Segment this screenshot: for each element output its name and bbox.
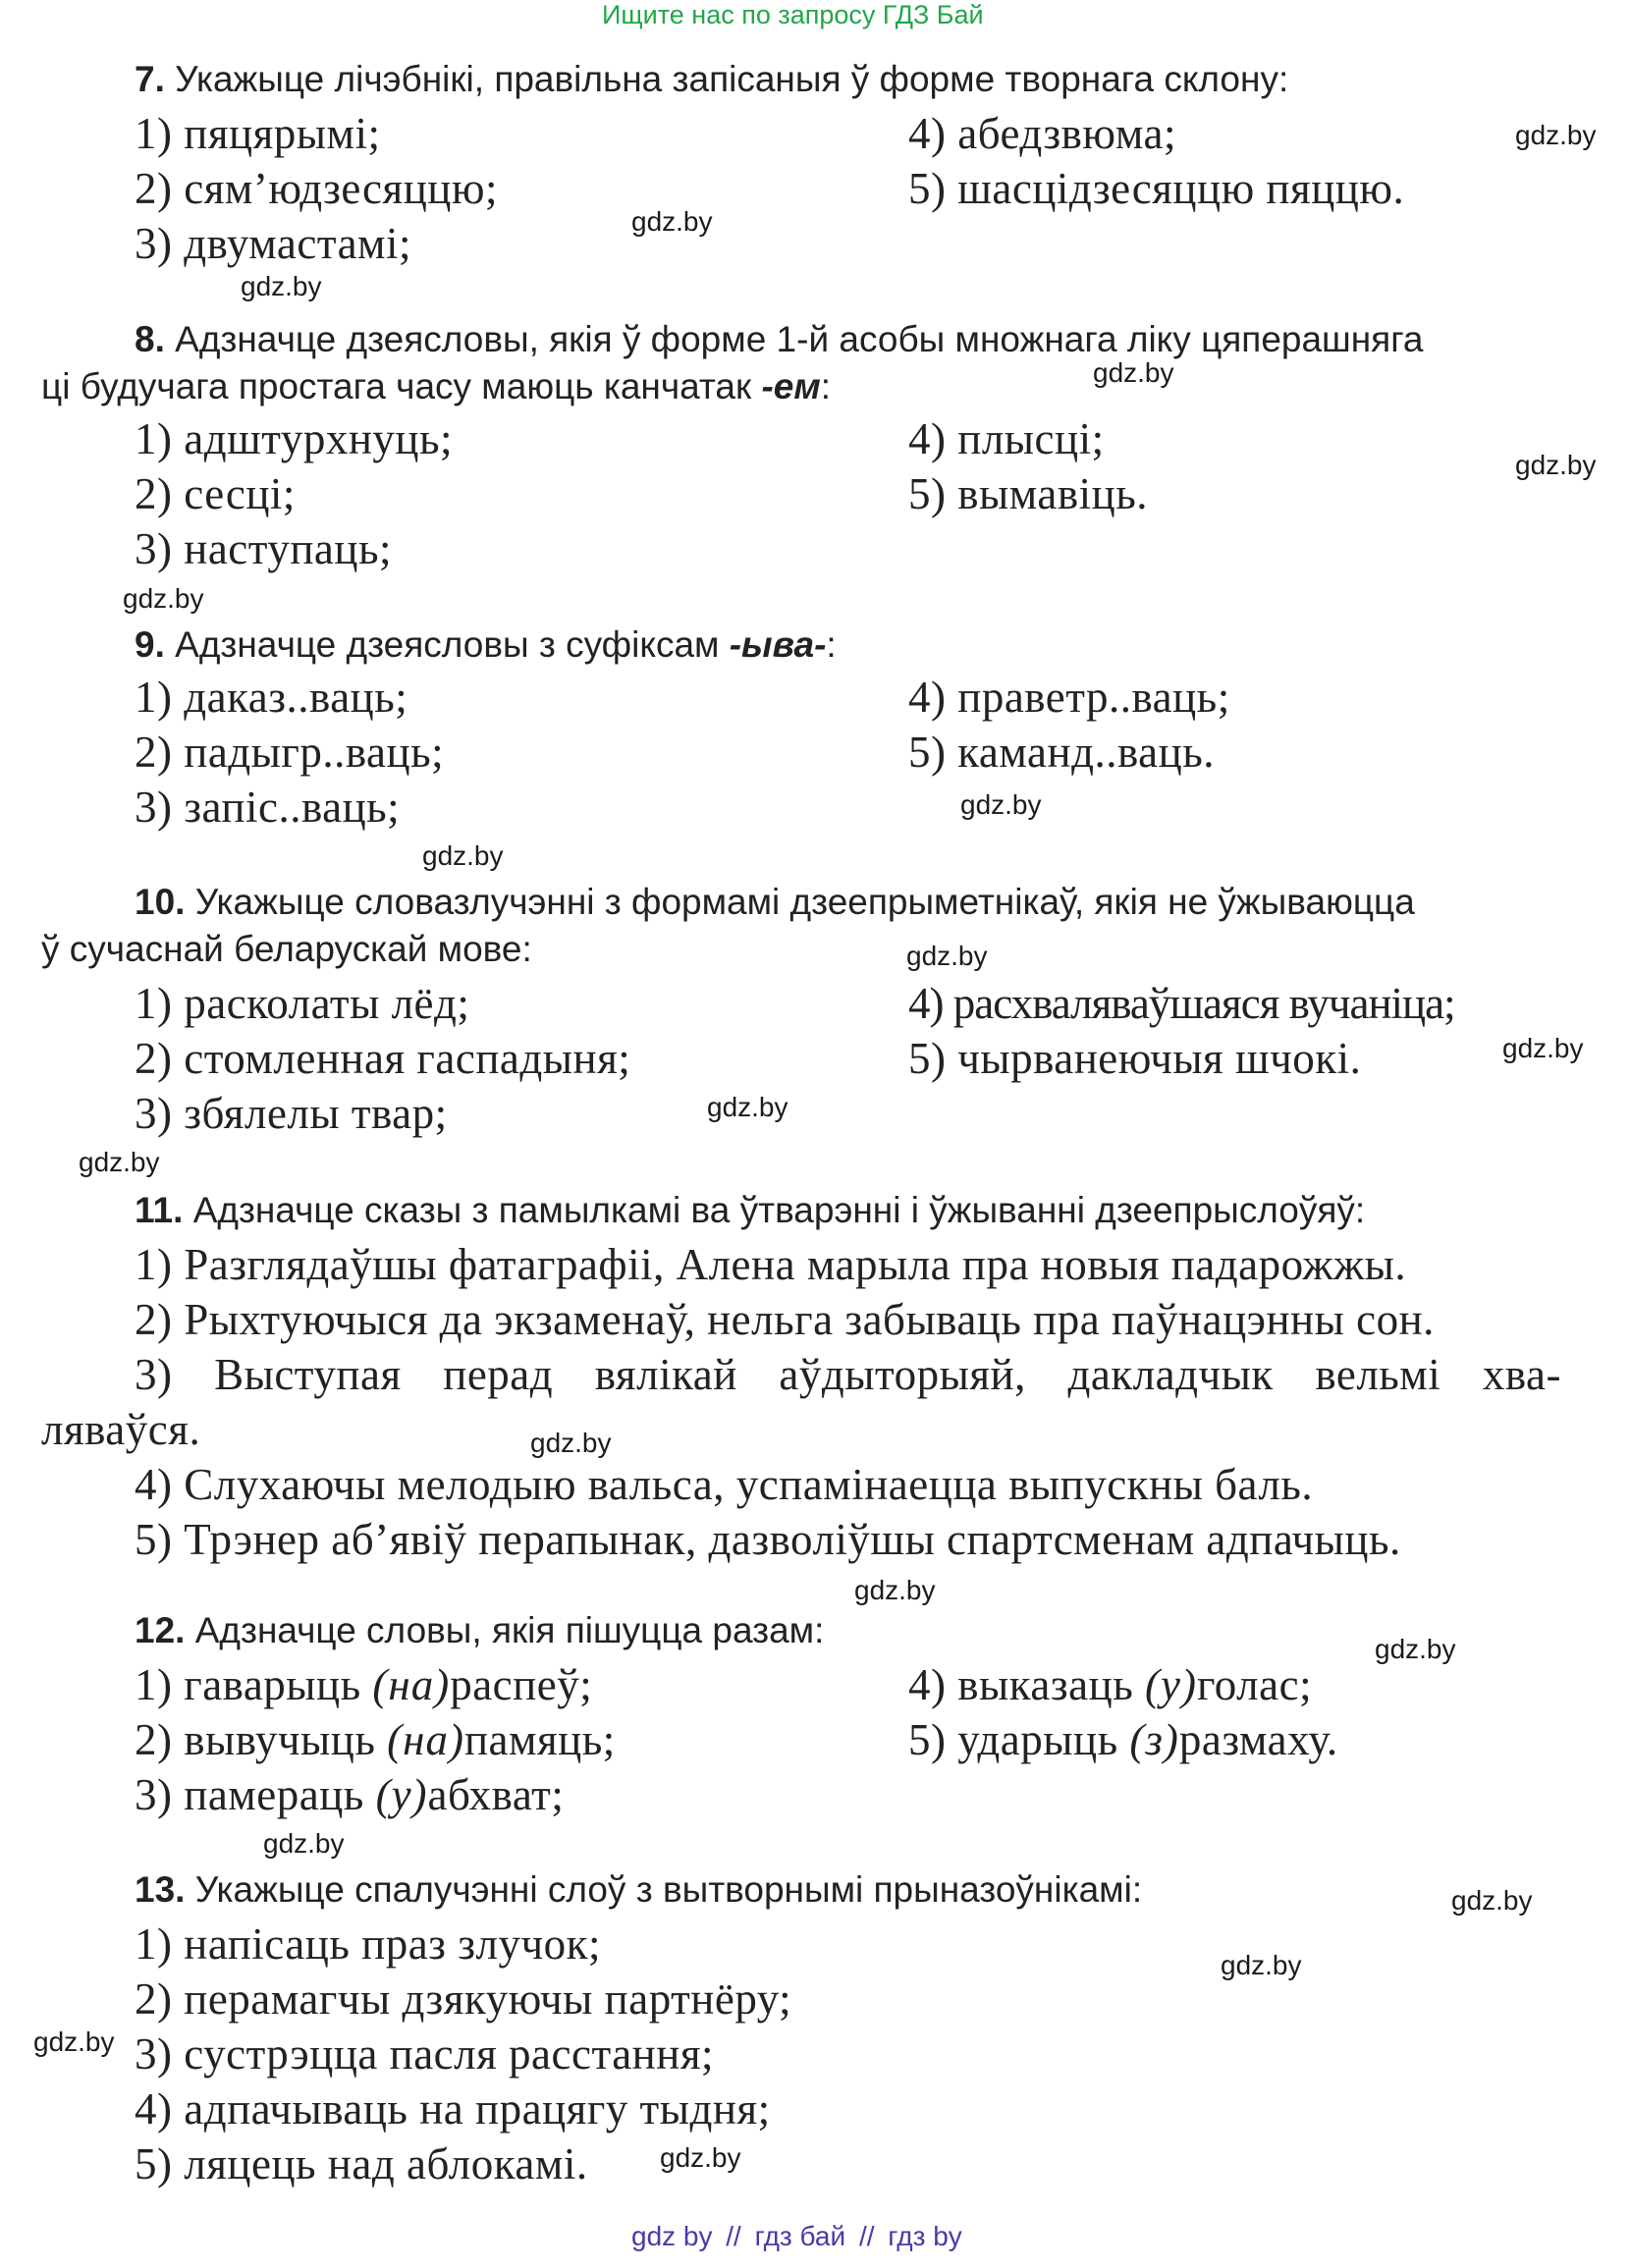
- q7-option-3: 3) двумастамі;: [135, 219, 412, 268]
- q7-option-1: 1) пяцярымі;: [135, 109, 381, 158]
- question-7-text: Укажыце лічэбнікі, правільна запісаныя ў форме творнага склону:: [175, 59, 1289, 99]
- q8-option-2: 2) сесці;: [135, 469, 296, 518]
- watermark: gdz.by: [1375, 1634, 1456, 1664]
- question-8-prompt-line2: [41, 366, 831, 407]
- q12-option-1: 1) гаварыць (на)распеў;: [135, 1660, 593, 1709]
- q11-option-3: 3) Выступая перад вялікай аўдыторыяй, дакладчык вельмі хва-: [135, 1350, 1561, 1399]
- watermark: gdz.by: [263, 1828, 345, 1859]
- q12-option-5: 5) ударыць (з)размаху.: [908, 1715, 1338, 1764]
- question-9-text: Адзначце дзеясловы з суфіксам: [175, 624, 730, 665]
- q9-option-4: 4) праветр..ваць;: [908, 673, 1230, 722]
- question-12-text: Адзначце словы, якія пішуцца разам:: [194, 1610, 825, 1650]
- q13-option-4: 4) адпачываць на працягу тыдня;: [135, 2084, 771, 2133]
- footer-separator: //: [858, 2221, 875, 2251]
- q9-option-1: 1) даказ..ваць;: [135, 673, 408, 722]
- question-11-prompt: [135, 1190, 1365, 1231]
- watermark: gdz.by: [241, 271, 322, 301]
- question-7-number: 7.: [135, 59, 165, 99]
- q13-option-3: 3) сустрэцца пасля расстання;: [135, 2029, 715, 2079]
- question-8-prompt-line1: [135, 319, 1423, 360]
- watermark: gdz.by: [660, 2142, 741, 2173]
- watermark: gdz.by: [854, 1575, 936, 1605]
- question-13-number: 13.: [135, 1869, 186, 1910]
- watermark: gdz.by: [1515, 120, 1597, 150]
- watermark: gdz.by: [707, 1092, 788, 1122]
- footer-links: [631, 2221, 962, 2252]
- ending-em: -ем: [761, 366, 821, 406]
- watermark: gdz.by: [79, 1147, 160, 1177]
- q7-option-2: 2) сям’юдзесяццю;: [135, 164, 498, 213]
- question-12-prompt: [135, 1610, 824, 1651]
- q13-option-5: 5) ляцець над аблокамі.: [135, 2139, 588, 2188]
- question-10-prompt-line2: ў сучаснай беларускай мове:: [41, 929, 532, 969]
- watermark: gdz.by: [1502, 1033, 1584, 1063]
- q13-option-2: 2) перамагчы дзякуючы партнёру;: [135, 1974, 792, 2024]
- q10-option-2: 2) стомленная гаспадыня;: [135, 1034, 631, 1083]
- watermark: gdz.by: [1451, 1885, 1533, 1916]
- question-10-prompt-line1: [135, 882, 1415, 923]
- watermark: gdz.by: [906, 941, 988, 971]
- q7-option-4: 4) абедзвюма;: [908, 109, 1177, 158]
- q9-option-5: 5) каманд..ваць.: [908, 728, 1215, 777]
- footer-link-gdz-by-cyr[interactable]: гдз by: [888, 2221, 962, 2251]
- question-13-text: Укажыце спалучэнні слоў з вытворнымі прыназоўнікамі:: [194, 1869, 1143, 1910]
- question-8-number: 8.: [135, 319, 165, 359]
- q11-option-5: 5) Трэнер аб’явіў перапынак, дазволіўшы спартсменам адпачыць.: [135, 1515, 1401, 1564]
- question-7-prompt: [135, 59, 1288, 100]
- question-9-prompt: [135, 624, 837, 666]
- footer-separator: //: [726, 2221, 741, 2251]
- watermark: gdz.by: [422, 840, 504, 871]
- question-8-text-line1: Адзначце дзеясловы, якія ў форме 1-й асобы множнага ліку цяперашняга: [175, 319, 1424, 359]
- suffix-yva: -ыва-: [729, 624, 827, 665]
- q8-option-1: 1) адштурхнуць;: [135, 414, 454, 463]
- header-search-link[interactable]: Ищите нас по запросу ГДЗ Бай: [602, 0, 984, 29]
- question-9-colon: :: [826, 624, 837, 665]
- watermark: gdz.by: [123, 583, 204, 614]
- q11-option-1: 1) Разглядаўшы фатаграфіі, Алена марыла пра новыя падарожжы.: [135, 1240, 1407, 1289]
- footer-link-gdz-bai[interactable]: гдз бай: [754, 2221, 846, 2251]
- question-11-text: Адзначце сказы з памылкамі ва ўтварэнні і ўжыванні дзеепрыслоўяў:: [192, 1190, 1366, 1230]
- q10-option-1: 1) расколаты лёд;: [135, 979, 470, 1028]
- question-8-colon: :: [820, 366, 832, 406]
- watermark: gdz.by: [631, 206, 713, 237]
- q10-option-3: 3) збялелы твар;: [135, 1089, 448, 1138]
- q8-option-4: 4) плысці;: [908, 414, 1105, 463]
- watermark: gdz.by: [1515, 450, 1597, 480]
- q10-option-4: 4) расхваляваўшаяся вучаніца;: [908, 979, 1455, 1028]
- q11-option-3-continuation: ляваўся.: [41, 1405, 201, 1454]
- q10-option-5: 5) чырванеючыя шчокі.: [908, 1034, 1362, 1083]
- q9-option-2: 2) падыгр..ваць;: [135, 728, 445, 777]
- watermark: gdz.by: [33, 2026, 115, 2057]
- question-10-number: 10.: [135, 882, 186, 922]
- q12-option-2: 2) вывучыць (на)памяць;: [135, 1715, 616, 1764]
- question-9-number: 9.: [135, 624, 165, 665]
- footer-link-gdz-by[interactable]: gdz by: [631, 2221, 713, 2251]
- q13-option-1: 1) напісаць праз злучок;: [135, 1919, 601, 1969]
- q8-option-5: 5) вымавіць.: [908, 469, 1148, 518]
- q11-option-2: 2) Рыхтуючыся да экзаменаў, нельга забываць пра паўнацэнны сон.: [135, 1295, 1435, 1344]
- q8-option-3: 3) наступаць;: [135, 524, 392, 573]
- watermark: gdz.by: [1221, 1950, 1302, 1980]
- question-12-number: 12.: [135, 1610, 186, 1650]
- question-8-text-line2: ці будучага простага часу маюць канчатак: [41, 366, 762, 406]
- watermark: gdz.by: [530, 1428, 612, 1458]
- watermark: gdz.by: [1093, 357, 1174, 388]
- watermark: gdz.by: [960, 789, 1042, 820]
- q11-option-4: 4) Слухаючы мелодыю вальса, успамінаецца выпускны баль.: [135, 1460, 1314, 1509]
- q12-option-3: 3) памераць (у)абхват;: [135, 1770, 565, 1819]
- question-13-prompt: [135, 1869, 1142, 1911]
- q7-option-5: 5) шасцідзесяццю пяццю.: [908, 164, 1405, 213]
- q9-option-3: 3) запіс..ваць;: [135, 783, 401, 832]
- question-11-number: 11.: [135, 1190, 184, 1230]
- q12-option-4: 4) выказаць (у)голас;: [908, 1660, 1313, 1709]
- question-10-text-line1: Укажыце словазлучэнні з формамі дзеепрыметнікаў, якія не ўжываюцца: [194, 882, 1415, 922]
